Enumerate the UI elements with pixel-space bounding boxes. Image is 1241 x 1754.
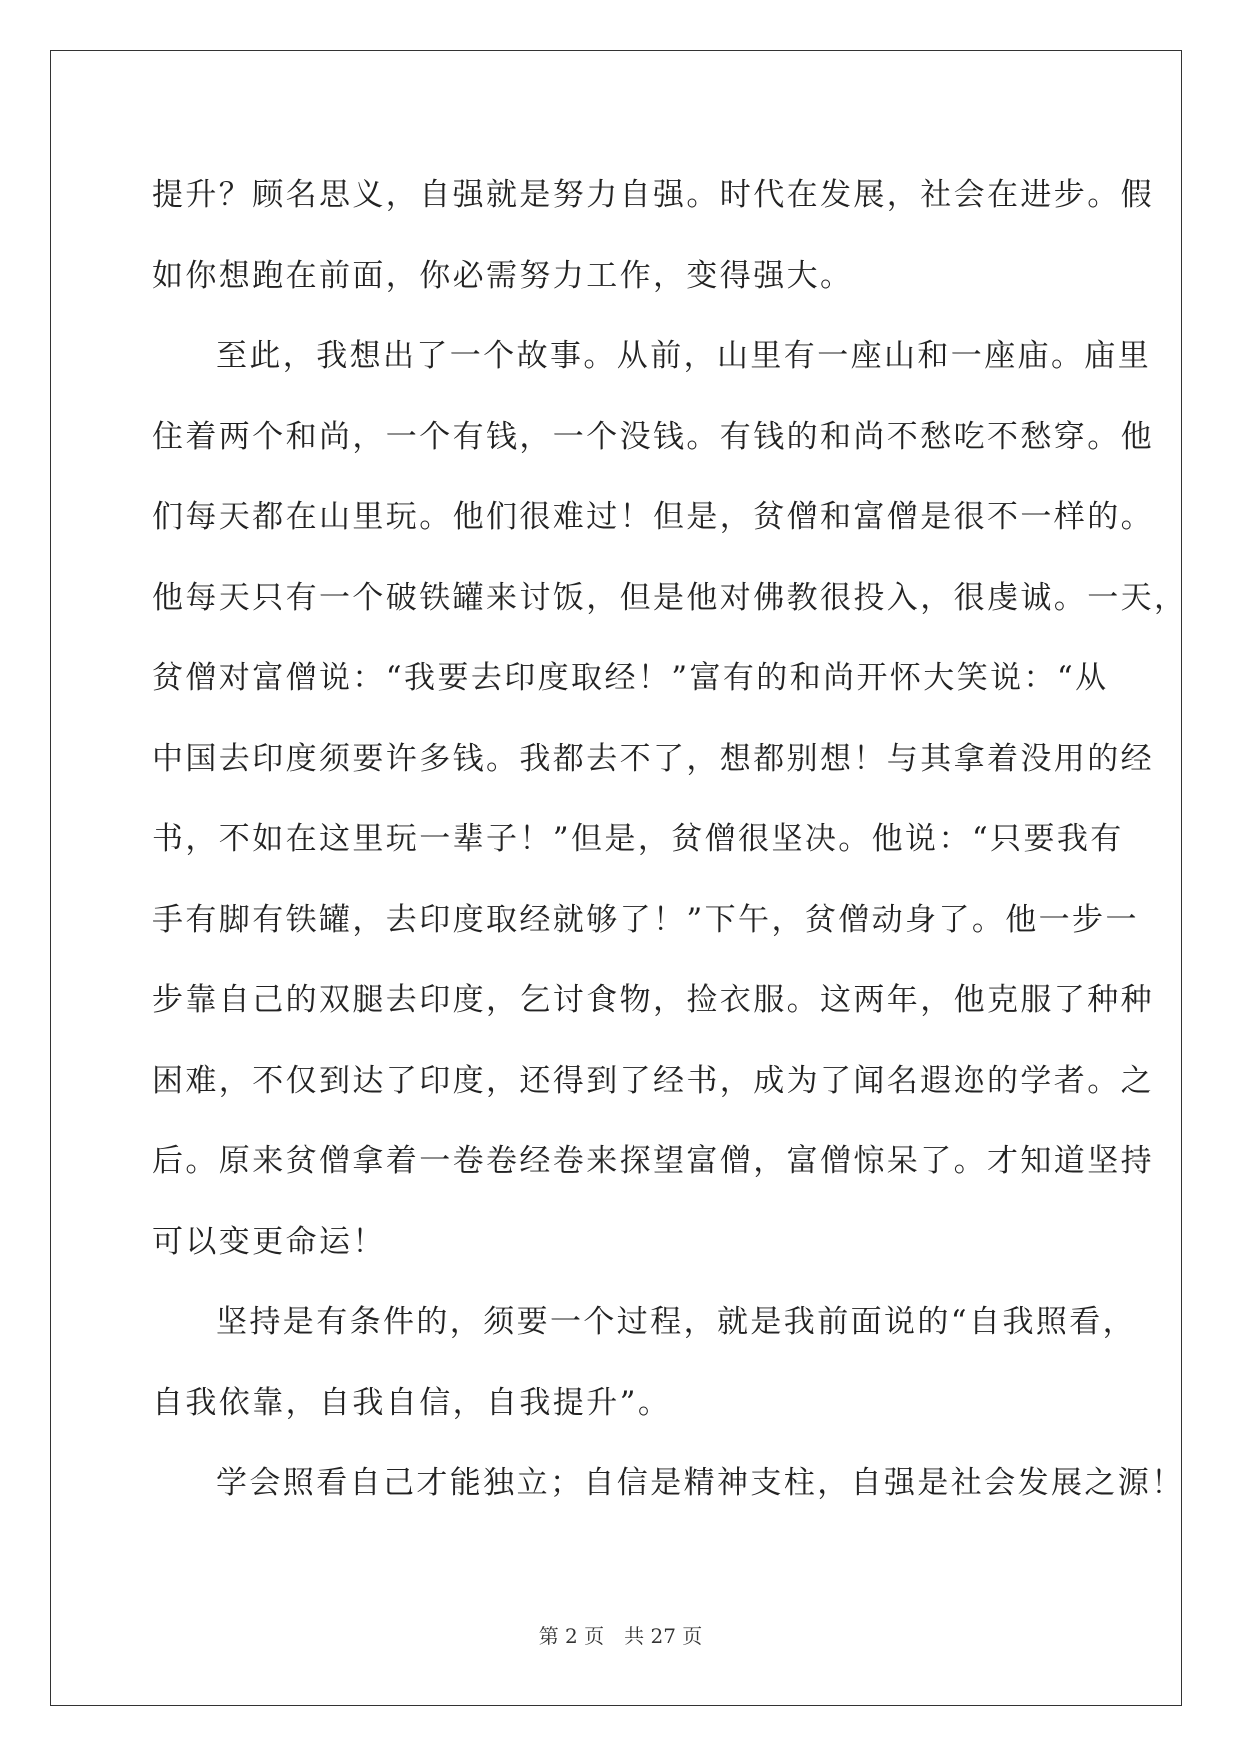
text-line: 他每天只有一个破铁罐来讨饭，但是他对佛教很投入，很虔诚。一天， — [152, 579, 1188, 616]
paragraph-start-line: 学会照看自己才能独立；自信是精神支柱，自强是社会发展之源！ — [216, 1465, 1185, 1501]
text-line: 手有脚有铁罐，去印度取经就够了！”下午，贫僧动身了。他一步一 — [152, 901, 1139, 938]
text-line: 们每天都在山里玩。他们很难过！但是，贫僧和富僧是很不一样的。 — [152, 499, 1154, 535]
text-line: 后。原来贫僧拿着一卷卷经卷来探望富僧，富僧惊呆了。才知道坚持 — [152, 1143, 1154, 1179]
text-line: 如你想跑在前面，你必需努力工作，变得强大。 — [152, 257, 854, 294]
text-line: 书，不如在这里玩一辈子！”但是，贫僧很坚决。他说：“只要我有 — [152, 821, 1124, 857]
page-number-footer: 第 2 页 共 27 页 — [538, 1624, 703, 1648]
text-line: 步靠自己的双腿去印度，乞讨食物，捡衣服。这两年，他克服了种种 — [152, 982, 1154, 1018]
text-line: 可以变更命运！ — [152, 1223, 386, 1260]
paragraph-start-line: 坚持是有条件的，须要一个过程，就是我前面说的“自我照看， — [216, 1304, 1137, 1340]
text-line: 贫僧对富僧说：“我要去印度取经！”富有的和尚开怀大笑说：“从 — [152, 660, 1109, 696]
text-line: 住着两个和尚，一个有钱，一个没钱。有钱的和尚不愁吃不愁穿。他 — [152, 418, 1154, 455]
text-line: 自我依靠，自我自信，自我提升”。 — [152, 1384, 672, 1421]
text-line: 提升？顾名思义，自强就是努力自强。时代在发展，社会在进步。假 — [152, 177, 1154, 213]
text-line: 中国去印度须要许多钱。我都去不了，想都别想！与其拿着没用的经 — [152, 740, 1154, 777]
document-body — [152, 155, 1188, 1524]
paragraph-start-line: 至此，我想出了一个故事。从前，山里有一座山和一座庙。庙里 — [216, 338, 1152, 374]
text-line: 困难，不仅到达了印度，还得到了经书，成为了闻名遐迩的学者。之 — [152, 1062, 1154, 1099]
